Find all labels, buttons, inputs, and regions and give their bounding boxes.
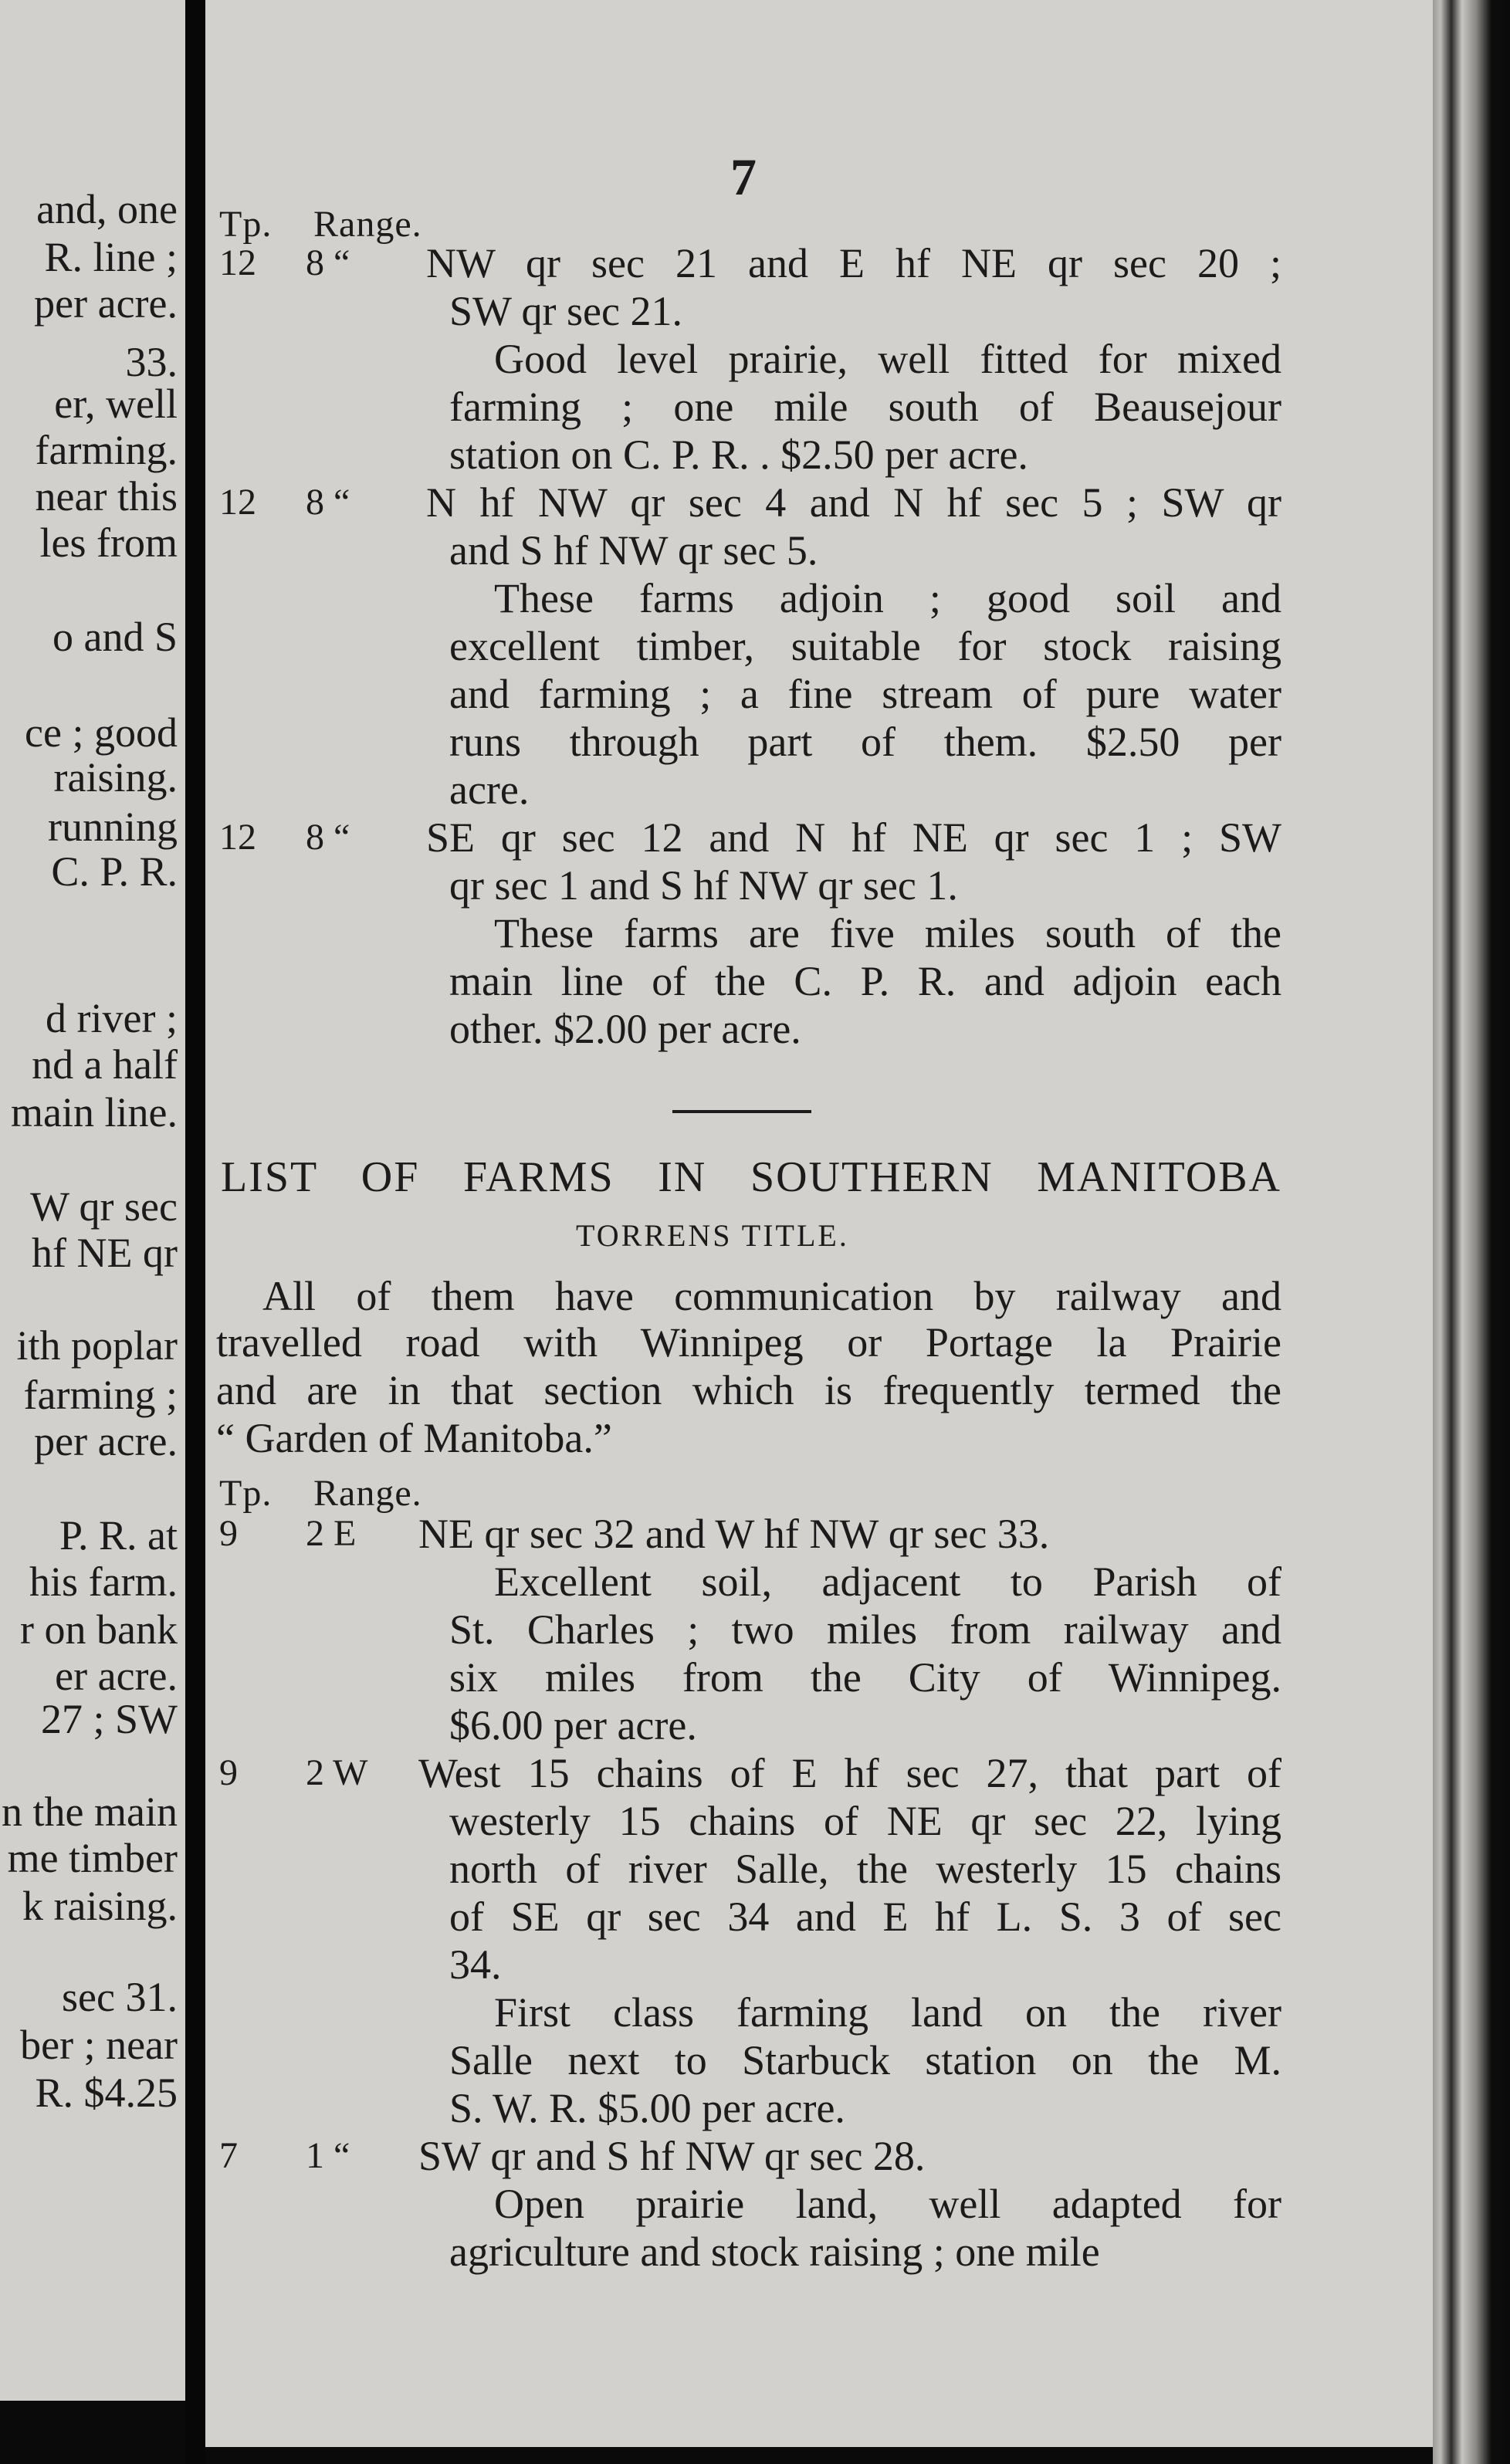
- book-gutter: [185, 0, 205, 2464]
- entry-description-line: West 15 chains of E hf sec 27, that part of: [418, 1750, 1281, 1796]
- left-page-line: raising.: [53, 754, 178, 800]
- entry-description-line: and S hf NW qr sec 5.: [449, 527, 818, 574]
- entry-township: 7: [219, 2135, 238, 2176]
- left-page-line: nd a half: [32, 1041, 178, 1088]
- entry-note-line: Open prairie land, well adapted for: [494, 2181, 1281, 2227]
- entry-note-line: main line of the C. P. R. and adjoin each: [449, 958, 1281, 1004]
- left-page-line: ber ; near: [20, 2022, 178, 2068]
- entry-description-line: SE qr sec 12 and N hf NE qr sec 1 ; SW: [426, 814, 1281, 861]
- entry-range: 2 E: [306, 1513, 357, 1554]
- intro-line: “ Garden of Manitoba.”: [216, 1415, 612, 1461]
- entry-note-line: Good level prairie, well fitted for mixed: [494, 336, 1281, 382]
- column-header-tp: Tp.: [219, 1473, 273, 1514]
- left-page-line: per acre.: [34, 1418, 178, 1464]
- left-page-line: o and S: [52, 614, 178, 660]
- left-page-line: per acre.: [34, 280, 178, 327]
- entry-range: 8 “: [306, 242, 350, 283]
- left-page-line: C. P. R.: [51, 848, 178, 895]
- entry-township: 12: [219, 482, 256, 523]
- left-page-line: P. R. at: [59, 1512, 178, 1559]
- entry-note-line: acre.: [449, 767, 530, 813]
- left-page-line: W qr sec: [30, 1183, 178, 1230]
- intro-line: and are in that section which is frequently termed the: [216, 1367, 1281, 1413]
- left-page-line: main line.: [11, 1089, 178, 1136]
- entry-note-line: Salle next to Starbuck station on the M.: [449, 2037, 1281, 2083]
- entry-range: 2 W: [306, 1752, 368, 1793]
- entry-range: 8 “: [306, 817, 350, 858]
- entry-note-line: These farms adjoin ; good soil and: [494, 575, 1281, 621]
- entry-range: 8 “: [306, 482, 350, 523]
- entry-note-line: other. $2.00 per acre.: [449, 1006, 801, 1052]
- entry-note-line: First class farming land on the river: [494, 1989, 1281, 2036]
- left-page-line: d river ;: [46, 995, 178, 1041]
- entry-note-line: S. W. R. $5.00 per acre.: [449, 2085, 845, 2131]
- entry-note-line: and farming ; a fine stream of pure water: [449, 671, 1281, 717]
- entry-note-line: Excellent soil, adjacent to Parish of: [494, 1559, 1281, 1605]
- entry-description-line: SW qr and S hf NW qr sec 28.: [418, 2133, 926, 2179]
- entry-description-line: 34.: [449, 1941, 502, 1988]
- entry-note-line: $6.00 per acre.: [449, 1702, 697, 1748]
- column-header-range: Range.: [313, 204, 422, 245]
- entry-description-line: NW qr sec 21 and E hf NE qr sec 20 ;: [426, 240, 1281, 286]
- entry-township: 12: [219, 242, 256, 283]
- left-page-line: n the main: [2, 1789, 178, 1835]
- left-page-line: running: [48, 804, 178, 850]
- column-header-tp: Tp.: [219, 204, 273, 245]
- entry-note-line: farming ; one mile south of Beausejour: [449, 384, 1281, 430]
- left-page-line: 27 ; SW: [40, 1696, 178, 1742]
- left-page-line: er, well: [54, 381, 178, 427]
- entry-township: 9: [219, 1513, 238, 1554]
- left-page-line: hf NE qr: [32, 1230, 178, 1276]
- entry-range: 1 “: [306, 2135, 350, 2176]
- page-number: 7: [730, 147, 757, 206]
- entry-description-line: qr sec 1 and S hf NW qr sec 1.: [449, 862, 958, 909]
- left-page-line: farming.: [35, 427, 178, 473]
- entry-description-line: SW qr sec 21.: [449, 288, 682, 334]
- left-page-fragment: [0, 0, 185, 2401]
- entry-note-line: runs through part of them. $2.50 per: [449, 719, 1281, 765]
- entry-description-line: westerly 15 chains of NE qr sec 22, lying: [449, 1798, 1281, 1844]
- section-subtitle: TORRENS TITLE.: [576, 1218, 849, 1253]
- section-title: LIST OF FARMS IN SOUTHERN MANITOBA: [221, 1153, 1281, 1201]
- left-page-line: sec 31.: [62, 1974, 178, 2020]
- left-page-line: ce ; good: [25, 709, 178, 756]
- entry-description-line: NE qr sec 32 and W hf NW qr sec 33.: [418, 1511, 1050, 1557]
- left-page-line: 33.: [125, 339, 178, 385]
- entry-township: 9: [219, 1752, 238, 1793]
- entry-note-line: These farms are five miles south of the: [494, 910, 1281, 956]
- column-header-range: Range.: [313, 1473, 422, 1514]
- left-page-line: r on bank: [20, 1606, 178, 1653]
- entry-description-line: N hf NW qr sec 4 and N hf sec 5 ; SW qr: [426, 479, 1281, 526]
- left-page-line: k raising.: [22, 1883, 178, 1929]
- left-page-line: near this: [35, 473, 178, 520]
- left-page-line: R. line ;: [44, 234, 178, 280]
- entry-description-line: of SE qr sec 34 and E hf L. S. 3 of sec: [449, 1894, 1281, 1940]
- left-page-line: ith poplar: [16, 1322, 178, 1369]
- entry-note-line: station on C. P. R. . $2.50 per acre.: [449, 432, 1028, 478]
- left-page-line: R. $4.25: [35, 2070, 178, 2116]
- intro-line: travelled road with Winnipeg or Portage la Prairie: [216, 1319, 1281, 1366]
- entry-township: 12: [219, 817, 256, 858]
- left-page-line: farming ;: [23, 1372, 178, 1418]
- entry-description-line: north of river Salle, the westerly 15 chains: [449, 1846, 1281, 1892]
- entry-note-line: St. Charles ; two miles from railway and: [449, 1606, 1281, 1653]
- entry-note-line: agriculture and stock raising ; one mile: [449, 2229, 1100, 2275]
- entry-note-line: six miles from the City of Winnipeg.: [449, 1654, 1281, 1701]
- page-edge: [1433, 0, 1510, 2464]
- left-page-line: his farm.: [29, 1559, 178, 1605]
- left-page-line: and, one: [36, 186, 178, 232]
- main-page: [205, 0, 1433, 2447]
- entry-note-line: excellent timber, suitable for stock raising: [449, 623, 1281, 669]
- left-page-line: les from: [39, 520, 178, 566]
- section-divider: [672, 1110, 811, 1113]
- intro-line: All of them have communication by railway and: [262, 1273, 1281, 1319]
- left-page-line: me timber: [7, 1835, 178, 1881]
- left-page-line: er acre.: [55, 1653, 178, 1699]
